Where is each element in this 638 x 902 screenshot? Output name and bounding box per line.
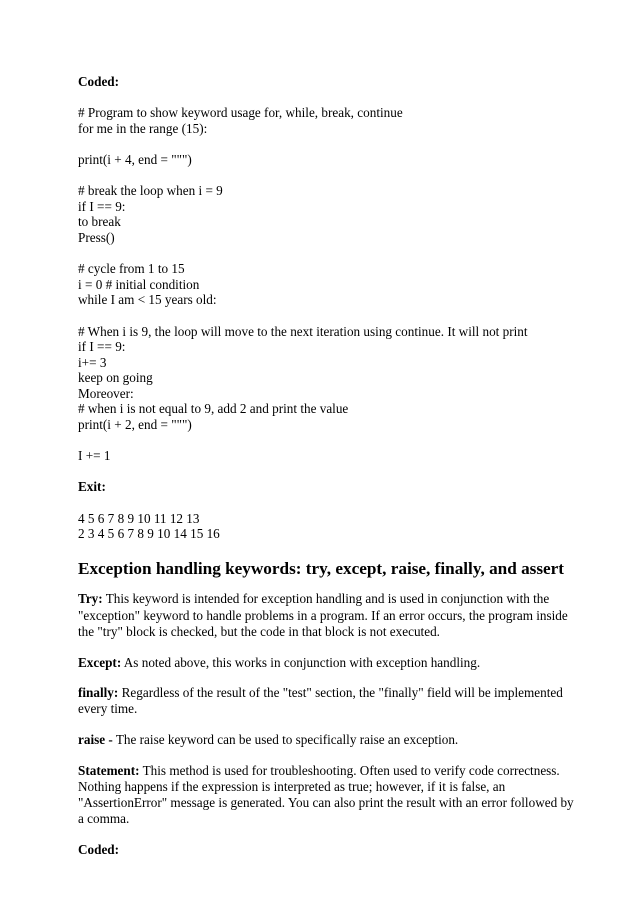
paragraph-except: [78, 655, 578, 671]
code-line: keep on going: [78, 370, 153, 386]
code-line: # Program to show keyword usage for, while, break, continue: [78, 105, 403, 121]
paragraph-text: As noted above, this works in conjunction with exception handling.: [121, 654, 481, 670]
paragraph-text: This keyword is intended for exception handling and is used in conjunction with the "exception" keyword to handle problems in a program. If an error occurs, the program inside the "try" block is checked, but the code in that block is not executed.: [78, 591, 568, 639]
code-line: [78, 168, 578, 184]
spacer: [78, 542, 578, 558]
exit-label: Exit:: [78, 479, 106, 495]
paragraph-statement: [78, 763, 578, 828]
output-line: 2 3 4 5 6 7 8 9 10 14 15 16: [78, 526, 220, 542]
paragraph-text: The raise keyword can be used to specifically raise an exception.: [112, 732, 459, 748]
code-label: Coded:: [78, 74, 120, 89]
paragraph-label: Statement:: [78, 762, 140, 778]
code-line: for me in the range (15):: [78, 120, 208, 136]
code-line: # when i is not equal to 9, add 2 and print the value: [78, 401, 349, 417]
spacer: [78, 90, 578, 106]
paragraph-text: This method is used for troubleshooting. Often used to verify code correctness. Nothing happens if the expression is interpreted as true; however, if it is false, an "AssertionError" message is generated. You can also print the result with an error followed by a comma.: [78, 762, 574, 827]
section-heading: Exception handling keywords: try, except, raise, finally, and assert: [78, 559, 565, 579]
output-line: 4 5 6 7 8 9 10 11 12 13: [78, 510, 200, 526]
code-line: if I == 9:: [78, 198, 126, 214]
document-page: [78, 74, 578, 858]
code-line: print(i + 2, end = """): [78, 417, 192, 433]
code-line: Moreover:: [78, 385, 134, 401]
footer-code-label: Coded:: [78, 842, 120, 858]
paragraph-try: [78, 591, 578, 640]
code-line: Press(): [78, 229, 115, 245]
code-line: while I am < 15 years old:: [78, 292, 217, 308]
code-line: [78, 136, 578, 152]
paragraph-finally: [78, 685, 578, 717]
code-line: i+= 3: [78, 354, 107, 370]
spacer: [78, 464, 578, 480]
code-line: # break the loop when i = 9: [78, 183, 223, 199]
code-line: # cycle from 1 to 15: [78, 261, 185, 277]
code-line: if I == 9:: [78, 339, 126, 355]
paragraph-raise: [78, 732, 578, 748]
code-line: [78, 246, 578, 262]
paragraph-text: Regardless of the result of the "test" section, the "finally" field will be implemented every time.: [78, 685, 563, 717]
code-line: i = 0 # initial condition: [78, 276, 200, 292]
paragraph-label: Try:: [78, 591, 103, 607]
code-line: # When i is 9, the loop will move to the next iteration using continue. It will not print: [78, 323, 528, 339]
code-line: I += 1: [78, 448, 111, 464]
code-line: print(i + 4, end = """): [78, 151, 192, 167]
code-block: [78, 105, 578, 464]
code-line: to break: [78, 214, 121, 230]
spacer: [78, 495, 578, 511]
code-line: [78, 308, 578, 324]
code-line: [78, 433, 578, 449]
paragraph-label: raise -: [78, 732, 113, 748]
paragraph-label: finally:: [78, 685, 119, 701]
paragraph-label: Except:: [78, 654, 122, 670]
